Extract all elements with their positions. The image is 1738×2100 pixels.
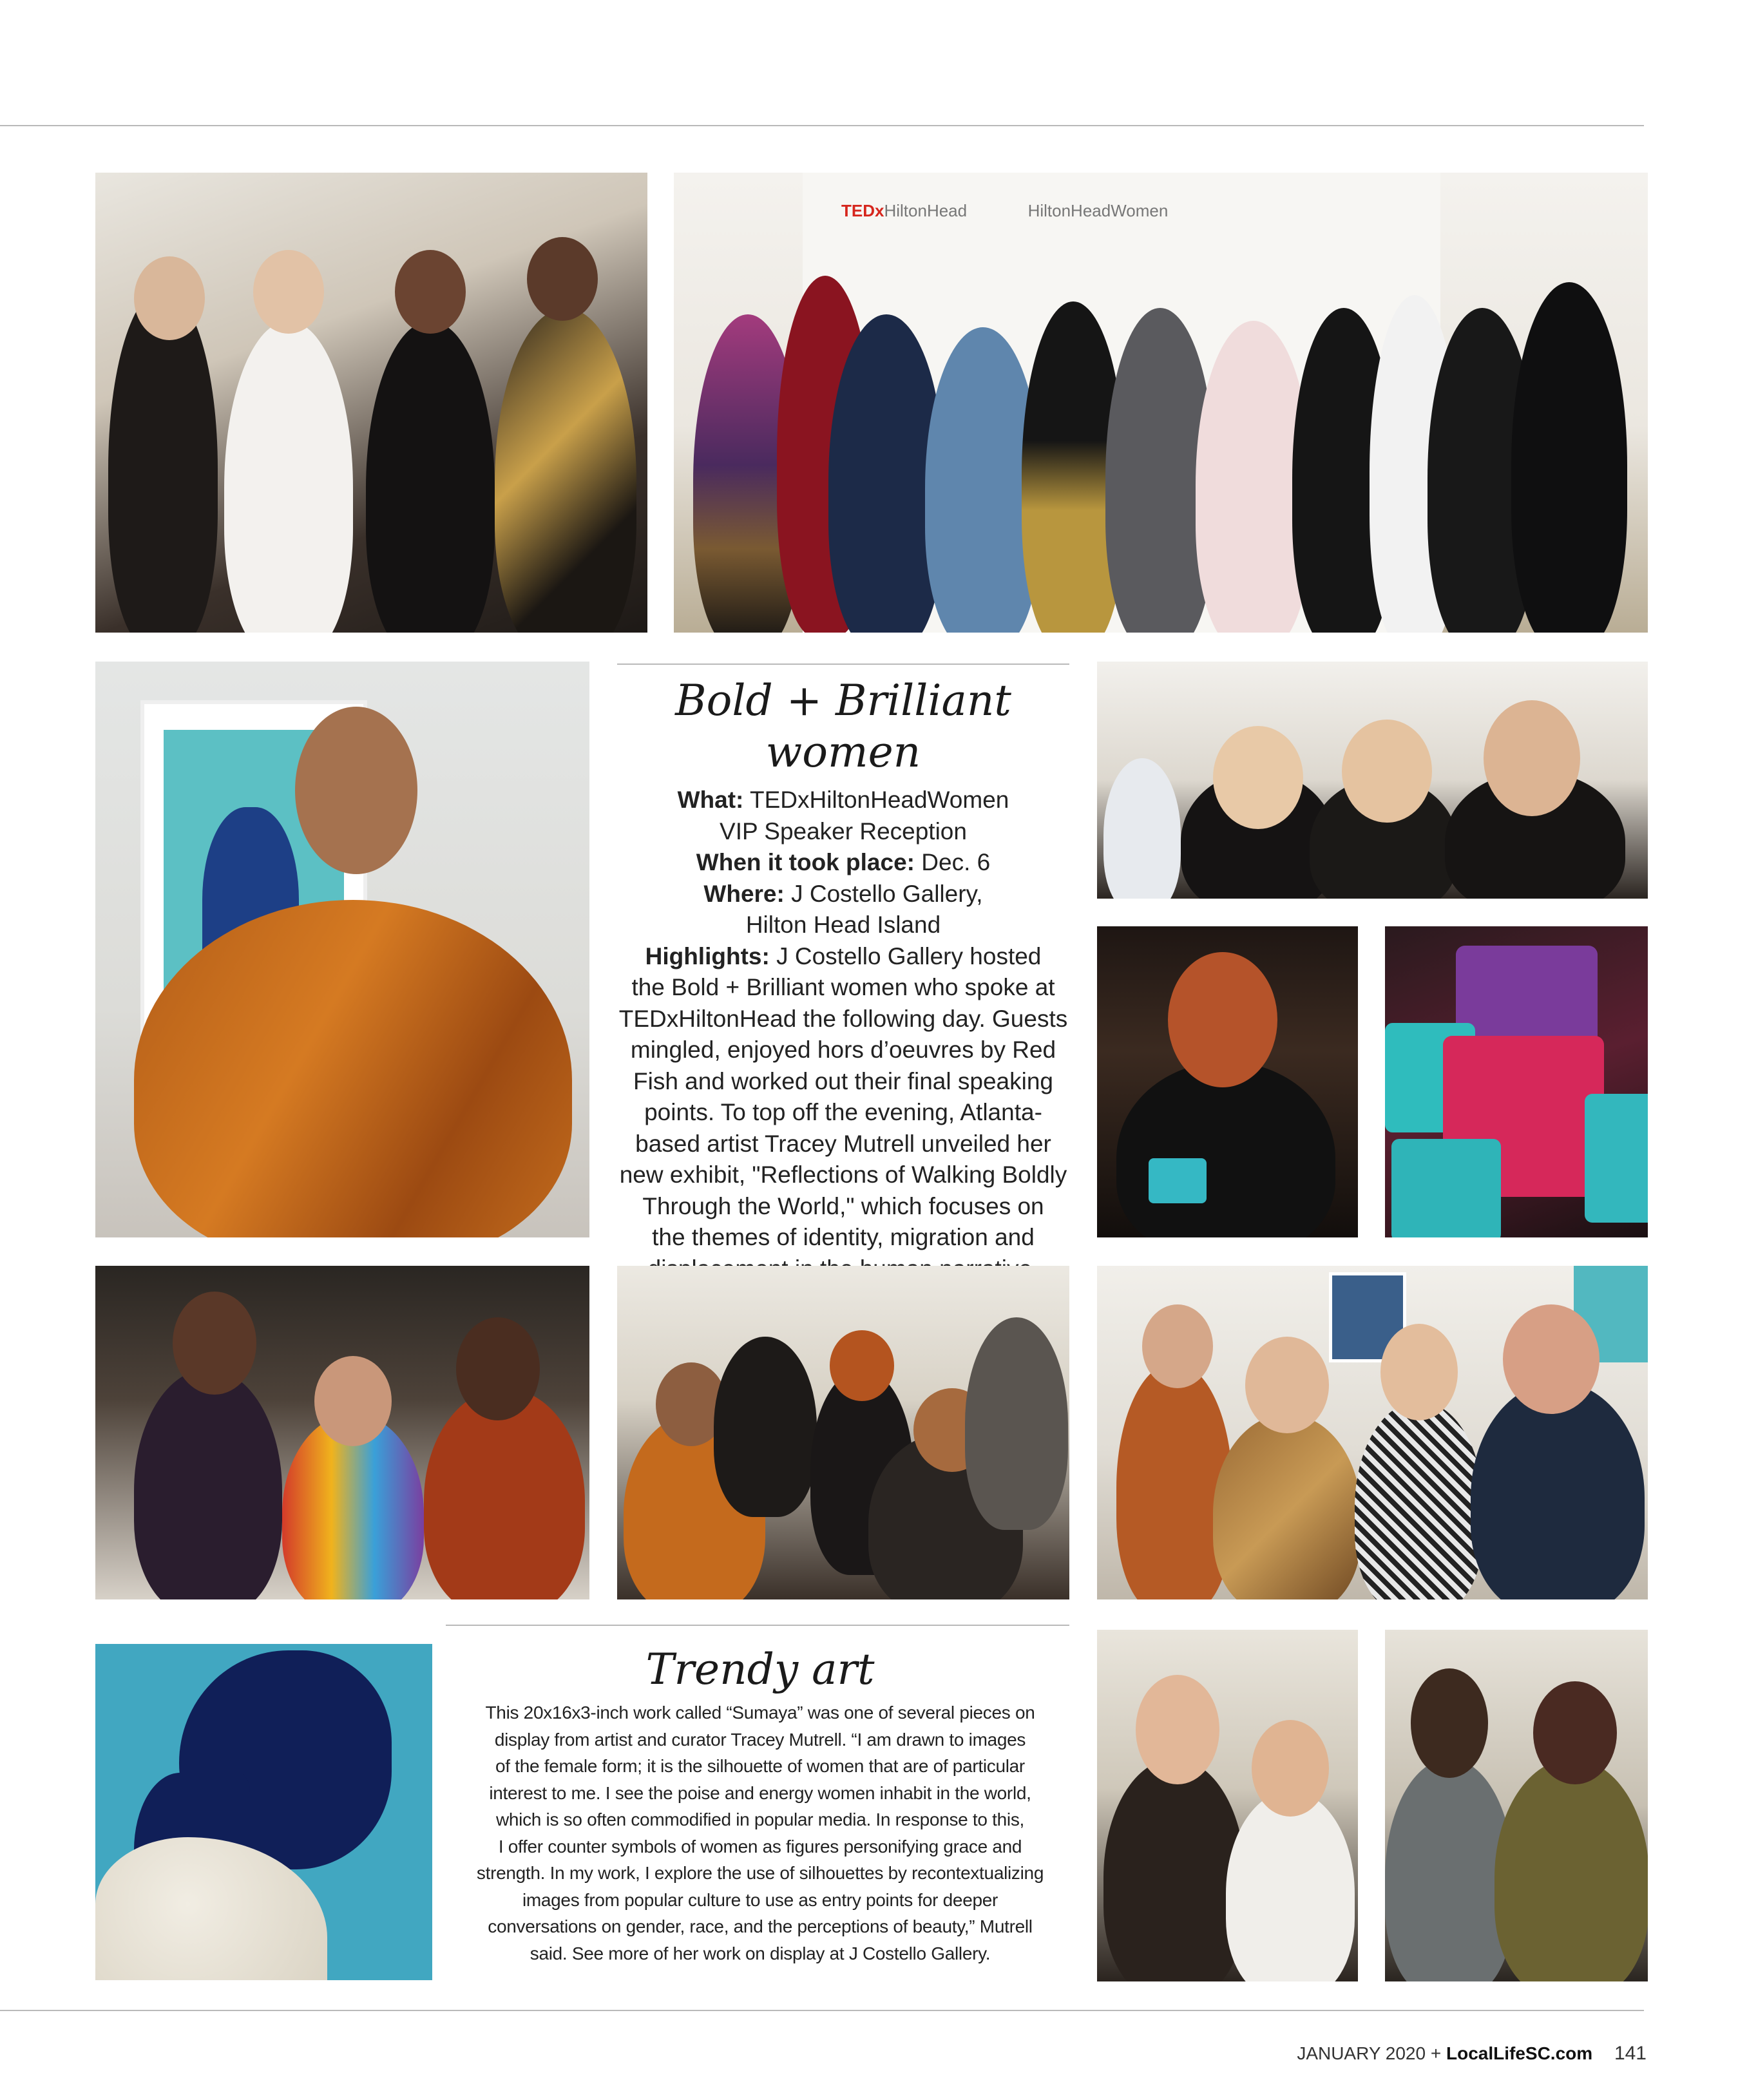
ted-logo: TEDx [841, 201, 884, 220]
photo-couple-gallery [1097, 1630, 1358, 1981]
guest-head [1213, 726, 1303, 829]
trendy-art-line: images from popular culture to use as entry points for deeper [522, 1889, 998, 1910]
ted-name: HiltonHead [884, 201, 968, 220]
guest-figure [965, 1317, 1068, 1530]
guest-figure [1494, 1759, 1648, 1981]
guest-figure [495, 308, 636, 633]
artwork-sumaya [95, 1644, 432, 1980]
photo-three-blonde-women [1097, 662, 1648, 899]
guest-figure [1226, 1791, 1355, 1981]
when-label: When it took place: [696, 849, 915, 875]
trendy-art-line: which is so often commodified in popular media. In response to this, [495, 1809, 1025, 1829]
highlights-text: the themes of identity, migration and [652, 1224, 1035, 1250]
highlights-text: J Costello Gallery hosted [776, 942, 1042, 969]
where-line-2: Hilton Head Island [745, 912, 941, 938]
guest-figure [1116, 1062, 1335, 1237]
bold-brilliant-title: Bold + Brilliant women [675, 676, 1011, 777]
where-value: J Costello Gallery, [791, 880, 983, 907]
gift-box [1149, 1158, 1207, 1203]
guest-figure [714, 1337, 817, 1517]
gift-box [1391, 1139, 1501, 1237]
guest-figure [1471, 1382, 1645, 1599]
what-value: TEDxHiltonHeadWomen [750, 787, 1009, 813]
where-label: Where: [703, 880, 785, 907]
photo-group-speakers-backdrop [674, 173, 1648, 633]
what-label: What: [677, 787, 744, 813]
guest-head [173, 1292, 256, 1395]
trendy-art-line: display from artist and curator Tracey Mutrell. “I am drawn to images [494, 1729, 1026, 1750]
guest-figure [424, 1388, 585, 1599]
trendy-art-line: interest to me. I see the poise and energy women inhabit in the world, [489, 1782, 1031, 1803]
page-number: 141 [1614, 2043, 1647, 2064]
guest-head [1380, 1324, 1458, 1420]
guest-head [1168, 952, 1277, 1087]
footer-issue: JANUARY 2020 + [1297, 2043, 1442, 2063]
page-footer [1297, 2041, 1647, 2067]
guest-figure [1213, 1414, 1361, 1599]
highlights-line [617, 941, 1069, 973]
guest-head [1533, 1681, 1617, 1784]
what-line [617, 785, 1069, 816]
ted-women: HiltonHeadWomen [1027, 201, 1169, 220]
photo-man-woman-wine [1385, 1630, 1648, 1981]
guest-figure [1103, 1759, 1245, 1981]
photo-crowd-mingling [617, 1266, 1069, 1599]
gift-box [1585, 1094, 1648, 1223]
guest-head [1342, 720, 1432, 823]
article-rule [446, 1625, 1069, 1626]
guest-figure [1103, 758, 1181, 899]
trendy-art-line: strength. In my work, I explore the use of silhouettes by recontextualizing [476, 1863, 1044, 1883]
highlights-text: Fish and worked out their final speaking [633, 1067, 1053, 1094]
guest-head [456, 1317, 540, 1420]
guest-head [830, 1330, 894, 1401]
guest-head [134, 256, 205, 340]
woman-kimono-figure [134, 900, 572, 1237]
guest-head [1245, 1337, 1329, 1433]
gift-box [1456, 946, 1598, 1049]
where-line [617, 879, 1069, 910]
when-value: Dec. 6 [921, 849, 991, 875]
speaker-figure [1511, 282, 1627, 633]
trendy-art-line: said. See more of her work on display at J Costello Gallery. [530, 1943, 991, 1963]
trendy-art-line: conversations on gender, race, and the perceptions of beauty,” Mutrell [488, 1916, 1033, 1936]
guest-head [1503, 1304, 1600, 1414]
photo-woman-holding-gift-box [1097, 926, 1358, 1237]
article-rule [617, 663, 1069, 665]
guest-figure [108, 289, 218, 633]
guest-figure [134, 1369, 282, 1599]
guest-figure [1116, 1362, 1232, 1599]
bold-brilliant-text [617, 675, 1069, 1284]
guest-figure [224, 321, 353, 633]
footer-site: LocalLifeSC.com [1446, 2043, 1593, 2063]
guest-head [395, 250, 466, 334]
photo-three-women-one-man [1097, 1266, 1648, 1599]
guest-head [253, 250, 324, 334]
trendy-art-title: Trendy art [645, 1645, 875, 1694]
guest-head [1136, 1675, 1219, 1784]
when-line [617, 847, 1069, 879]
top-rule [0, 125, 1644, 126]
photo-gift-boxes [1385, 926, 1648, 1237]
highlights-text: points. To top off the evening, Atlanta- [644, 1099, 1042, 1125]
guest-figure [366, 321, 495, 633]
highlights-text: mingled, enjoyed hors d’oeuvres by Red [630, 1036, 1056, 1063]
bottom-rule [0, 2010, 1644, 2011]
guest-head [1411, 1668, 1488, 1778]
guest-head [1142, 1304, 1213, 1388]
photo-three-women-bar [95, 1266, 589, 1599]
guest-head [1252, 1720, 1329, 1817]
trendy-art-line: of the female form; it is the silhouette of women that are of particular [495, 1756, 1025, 1776]
highlights-text: the Bold + Brilliant women who spoke at [631, 974, 1055, 1000]
guest-figure [1355, 1401, 1484, 1599]
highlights-text: TEDxHiltonHead the following day. Guests [618, 1005, 1068, 1032]
highlights-text: Through the World," which focuses on [642, 1192, 1044, 1219]
highlights-text: new exhibit, "Reflections of Walking Boldly [619, 1161, 1067, 1188]
what-line-2: VIP Speaker Reception [720, 817, 967, 845]
photo-four-women-gallery [95, 173, 647, 633]
trendy-art-line: This 20x16x3-inch work called “Sumaya” was one of several pieces on [485, 1703, 1035, 1723]
trendy-art-line: I offer counter symbols of women as figures personifying grace and [498, 1836, 1022, 1857]
guest-head [1484, 700, 1580, 816]
photo-woman-orange-kimono [95, 662, 589, 1237]
highlights-label: Highlights: [645, 942, 770, 969]
guest-head [527, 237, 598, 321]
trendy-art-text [446, 1645, 1074, 1967]
woman-kimono-head [295, 707, 417, 874]
guest-head [314, 1356, 392, 1446]
highlights-text: based artist Tracey Mutrell unveiled her [635, 1130, 1051, 1157]
